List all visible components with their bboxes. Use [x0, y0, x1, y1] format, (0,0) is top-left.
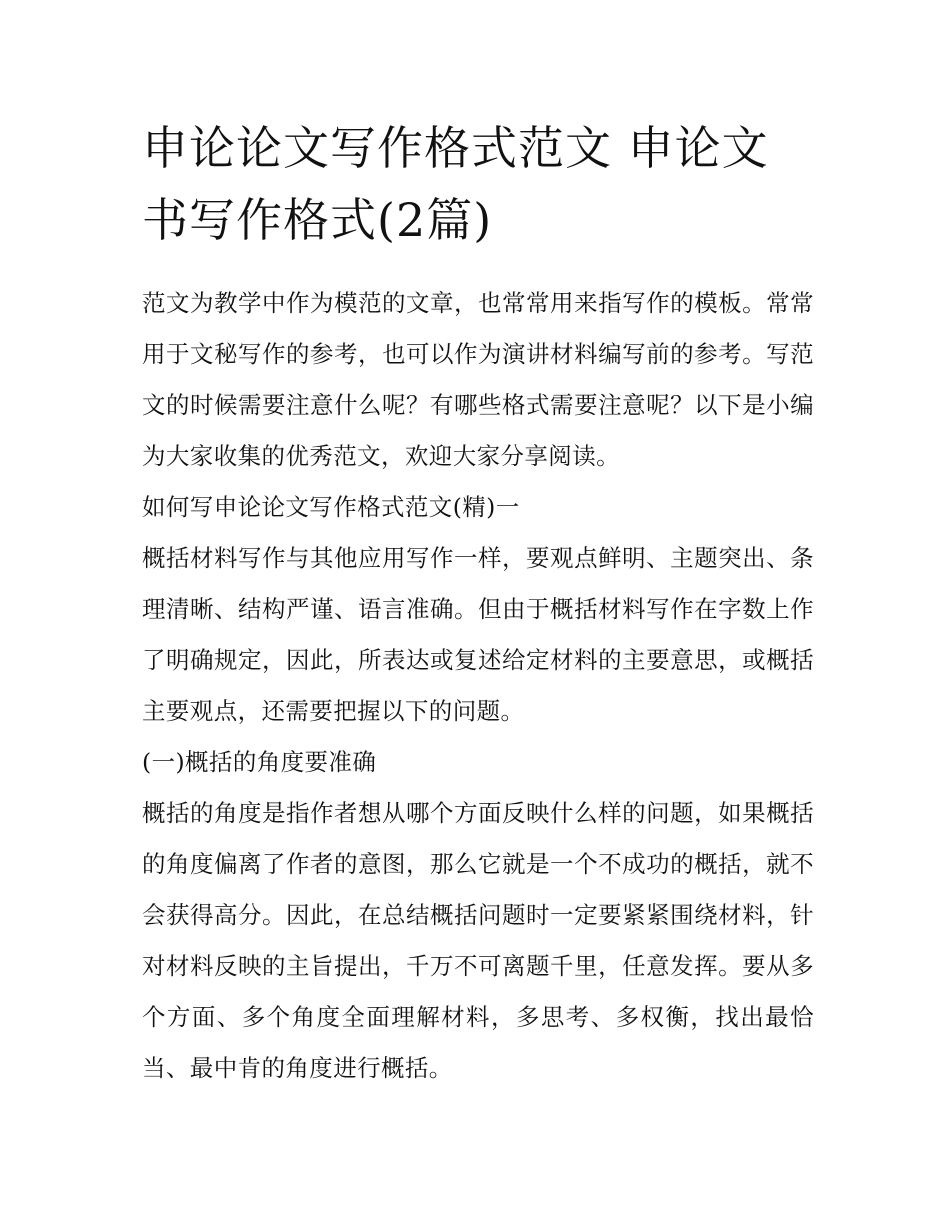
document-page: [142, 112, 814, 1094]
document-title: 申论论文写作格式范文 申论文书写作格式(2篇): [142, 121, 769, 247]
body-paragraph: 概括的角度是指作者想从哪个方面反映什么样的问题，如果概括的角度偏离了作者的意图，那么它就是一个不成功的概括，就不会获得高分。因此，在总结概括问题时一定要紧紧围绕材料，针对材料反映的主旨提出，千万不可离题千里，任意发挥。要从多个方面、多个角度全面理解材料，多思考、多权衡，找出最恰当、最中肯的角度进行概括。: [142, 799, 814, 1082]
intro-paragraph: 范文为教学中作为模范的文章，也常常用来指写作的模板。常常用于文秘写作的参考，也可以作为演讲材料编写前的参考。写范文的时候需要注意什么呢？有哪些格式需要注意呢？以下是小编为大家收集的优秀范文，欢迎大家分享阅读。: [142, 289, 814, 470]
document-body: [142, 278, 814, 1094]
body-paragraph: 概括材料写作与其他应用写作一样，要观点鲜明、主题突出、条理清晰、结构严谨、语言准确。但由于概括材料写作在字数上作了明确规定，因此，所表达或复述给定材料的主要意思，或概括主要观点，还需要把握以下的问题。: [142, 544, 814, 725]
subsection-heading: (一)概括的角度要准确: [142, 748, 377, 776]
section-heading: 如何写申论论文写作格式范文(精)一: [142, 493, 520, 521]
